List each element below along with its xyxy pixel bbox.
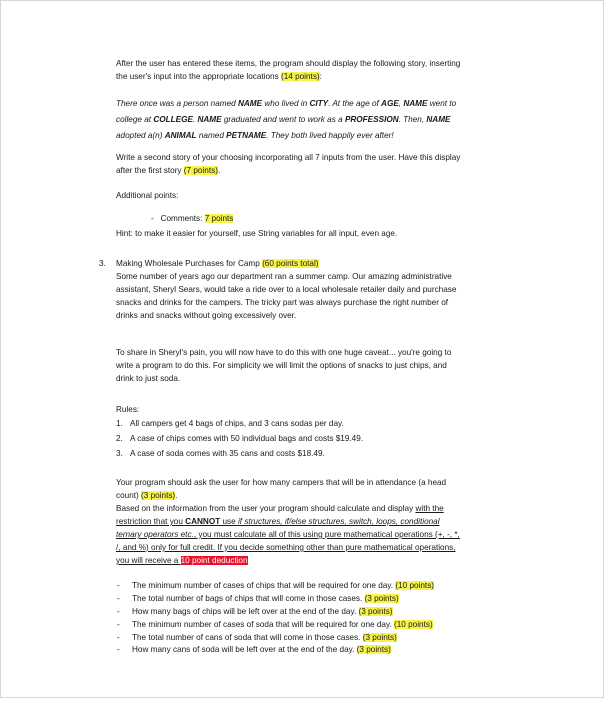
list-item: - The minimum number of cases of chips that will be required for one day. (10 points) — [116, 579, 566, 592]
points-highlight: (3 points) — [362, 632, 397, 642]
list-item: 1. All campers get 4 bags of chips, and 3 cans sodas per day. — [116, 419, 344, 428]
deduction-highlight: 10 point deduction — [180, 556, 248, 565]
requirements-paragraph: Your program should ask the user for how many campers that will be in attendance (a head count) (3 points). Based on the information from the user your program should calculate and display with the restriction that you CANNOT use if structures, if/else structures, switch, loops, conditional ternary operators etc., you must calculate all of this using pure mathematical operations (+, -, *, /, and %) only for full credit. If you decide something other than pure mathematical operations, you will receive a 10 point deduction — [116, 478, 460, 565]
section-3: Making Wholesale Purchases for Camp (60 points total) Some number of years ago our department ran a summer camp. Our amazing administrative assistant, Sheryl Sears, would take a ride over to a local wholesale retailer daily and purchase snacks and drinks for the campers. The tricky part was always purchase the right number of drinks and snacks without going excessively over. — [116, 259, 457, 320]
placeholder-college: COLLEGE — [153, 115, 193, 124]
points-highlight: (14 points) — [280, 72, 320, 81]
placeholder-name: NAME — [237, 99, 263, 108]
list-item: - The minimum number of cases of soda that will be required for one day. (10 points) — [116, 618, 566, 631]
list-item: - How many cans of soda will be left over at the end of the day. (3 points) — [116, 643, 566, 656]
points-highlight: (10 points) — [395, 581, 435, 590]
points-highlight: (60 points total) — [262, 259, 319, 268]
intro-line-2: the user's input into the appropriate locations — [116, 72, 281, 81]
list-item: - The total number of cans of soda that will come in those cases. (3 points) — [116, 631, 566, 644]
placeholder-city: CITY — [309, 99, 329, 108]
section-number: 3. — [99, 259, 106, 268]
points-highlight: (10 points) — [393, 619, 433, 629]
list-item: - The total number of bags of chips that will come in those cases. (3 points) — [116, 592, 566, 605]
intro-paragraph: After the user has entered these items, the program should display the following story, inserting the user's input into the appropriate locations (14 points): — [116, 57, 556, 83]
hint-text: Hint: to make it easier for yourself, use String variables for all input, even age. — [116, 229, 398, 238]
intro-line-1: After the user has entered these items, the program should display the following story, inserting — [116, 59, 461, 68]
rules-label: Rules: — [116, 405, 140, 414]
points-highlight: (3 points) — [356, 645, 391, 655]
points-highlight: 7 points — [204, 214, 234, 223]
points-highlight: (7 points) — [183, 166, 218, 175]
list-item: 2. A case of chips comes with 50 individual bags and costs $19.49. — [116, 434, 364, 443]
placeholder-petname: PETNAME — [226, 131, 267, 140]
placeholder-profession: PROFESSION — [344, 115, 399, 124]
second-story-paragraph: Write a second story of your choosing incorporating all 7 inputs from the user. Have this display after the first story (7 points). — [116, 153, 461, 175]
list-item: 3. A case of soda comes with 35 cans and costs $18.49. — [116, 449, 325, 458]
points-highlight: (3 points) — [141, 491, 176, 500]
placeholder-animal: ANIMAL — [164, 131, 197, 140]
placeholder-age: AGE — [381, 99, 399, 108]
caveat-paragraph: To share in Sheryl's pain, you will now have to do this with one huge caveat... you're going to write a program to do this. For simplicity we will limit the options of snacks to just chips, and drink to just soda. — [116, 348, 452, 383]
comments-item: - Comments: 7 points — [151, 214, 234, 223]
story-template: There once was a person named NAME who lived in CITY. At the age of AGE, NAME went to college at COLLEGE. NAME graduated and went to work as a PROFESSION. Then, NAME adopted a(n) ANIMAL named PETNAME. They both lived happily ever after! — [116, 99, 457, 140]
section-title: Making Wholesale Purchases for Camp — [116, 259, 263, 268]
points-highlight: (3 points) — [358, 606, 393, 616]
rules-list — [116, 417, 556, 462]
points-highlight: (3 points) — [364, 593, 399, 603]
list-item: - How many bags of chips will be left over at the end of the day. (3 points) — [116, 605, 566, 618]
additional-points-label: Additional points: — [116, 191, 179, 200]
output-requirements-list — [116, 579, 566, 656]
